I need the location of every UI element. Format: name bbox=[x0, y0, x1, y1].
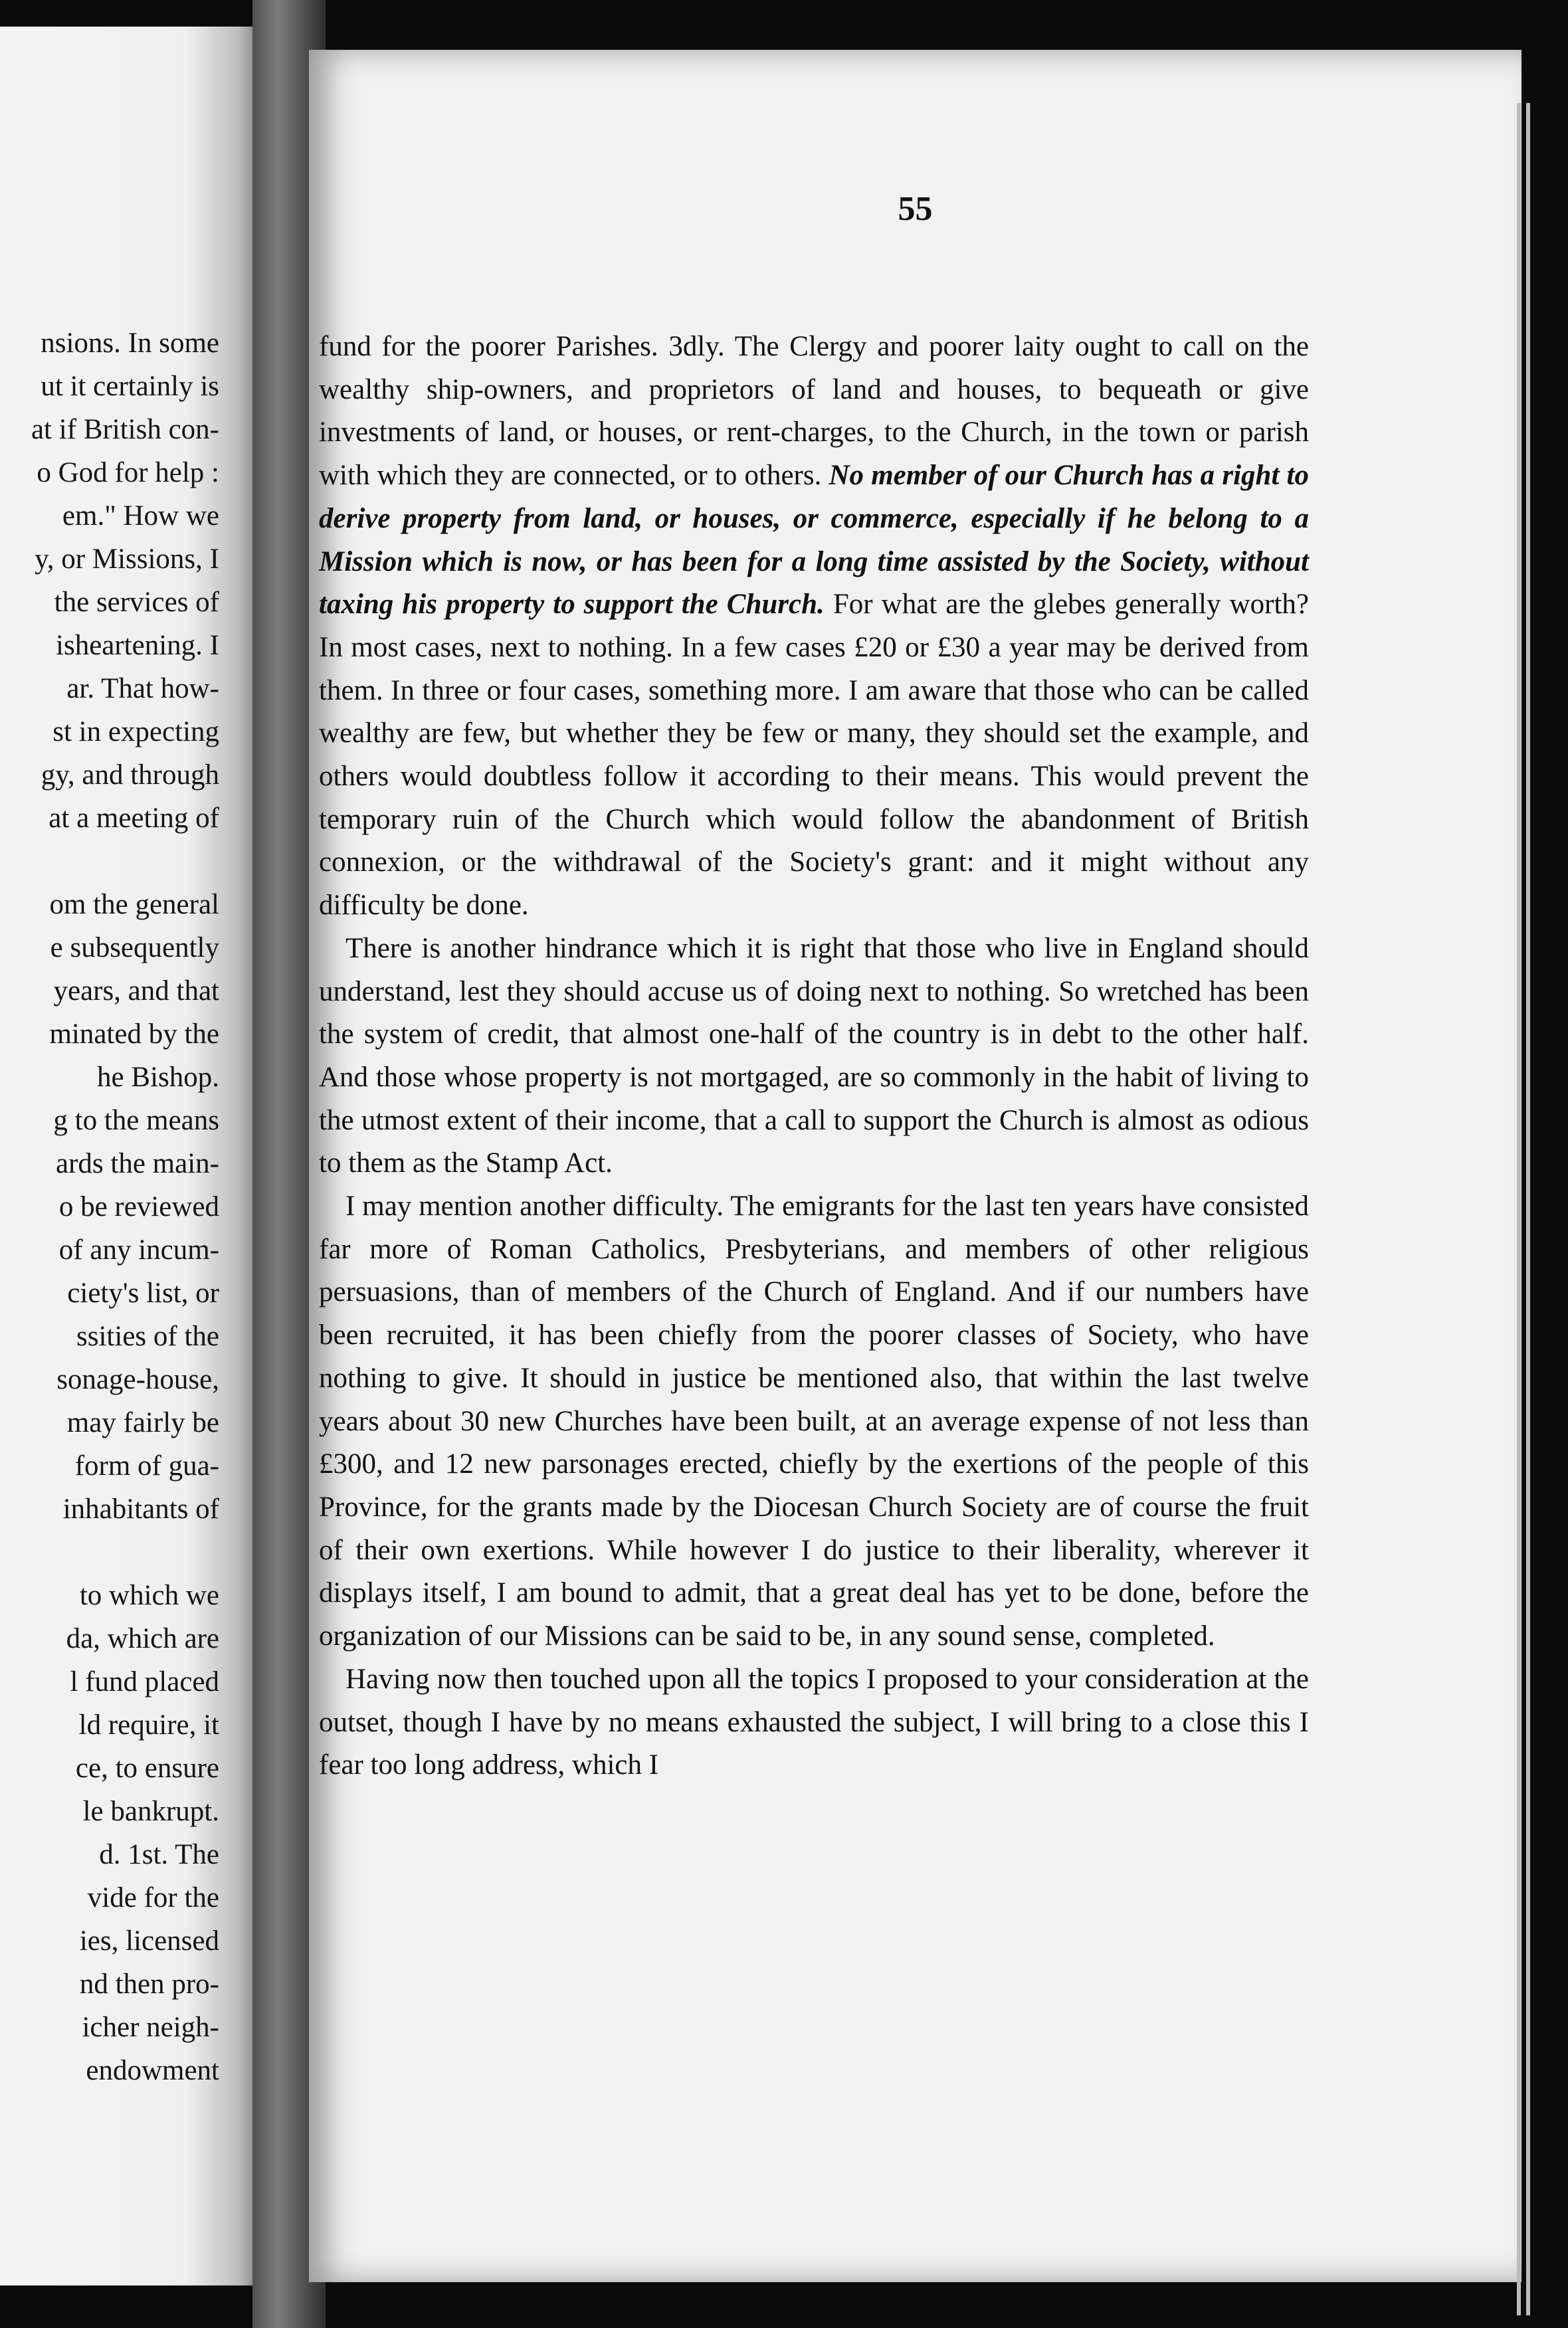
facing-line: may fairly be bbox=[66, 1407, 219, 1438]
facing-line: years, and that bbox=[53, 975, 219, 1007]
facing-line: nd then pro- bbox=[79, 1969, 219, 2000]
paragraph-text: fund for the poorer Parishes. 3dly. The Clergy and poorer laity ought to call on the wealthy ship-owners, and proprietors of land and houses, to bequeath or give investments of land, or houses, or rent-charges, to the Church, in the town or parish with which they are connected, or to others. bbox=[319, 331, 1309, 492]
paragraph bbox=[319, 326, 1309, 927]
facing-line: he Bishop. bbox=[97, 1062, 219, 1093]
facing-line: minated by the bbox=[49, 1018, 219, 1050]
facing-line: of any incum- bbox=[58, 1234, 219, 1266]
facing-line: g to the means bbox=[53, 1105, 219, 1136]
facing-line: ld require, it bbox=[78, 1709, 219, 1741]
facing-line: em." How we bbox=[62, 500, 219, 532]
facing-line: o be reviewed bbox=[58, 1191, 219, 1222]
italic-passage: No member of our Church has a right to derive property from land, or houses, or commerce, especially if he belong to a Mission which is now, or has been for a long time assisted by the Society, without taxing his property to support the Church. bbox=[319, 460, 1309, 621]
facing-line: le bankrupt. bbox=[82, 1796, 219, 1827]
facing-line: at a meeting of bbox=[49, 803, 219, 834]
facing-line: d. 1st. The bbox=[99, 1839, 219, 1870]
paragraph: Having now then touched upon all the topics I proposed to your consideration at the outset, though I have by no means exhausted the subject, I will bring to a close this I fear too long address, which I bbox=[319, 1663, 1309, 1781]
facing-page-fragment bbox=[0, 27, 266, 2285]
facing-line: nsions. In some bbox=[41, 328, 219, 359]
facing-line: inhabitants of bbox=[62, 1494, 219, 1525]
facing-line: ards the main- bbox=[56, 1148, 219, 1179]
paragraph-text: For what are the glebes generally worth? In most cases, next to nothing. In a few cases £20 or £30 a year may be derived from them. In three or four cases, something more. I am aware that those who can be called wealthy are few, but whether they be few or many, they should set the example, and others would doubtless follow it according to their means. This would prevent the temporary ruin of the Church which would follow the abandonment of British connexion, or the withdrawal of the Society's grant: and it might without any difficulty be done. bbox=[319, 589, 1309, 922]
facing-line: ssities of the bbox=[76, 1321, 219, 1352]
facing-line: ce, to ensure bbox=[75, 1753, 219, 1784]
facing-line: endowment bbox=[86, 2055, 219, 2086]
facing-line: da, which are bbox=[66, 1623, 219, 1654]
facing-line: ut it certainly is bbox=[41, 371, 219, 402]
facing-line: om the general bbox=[49, 889, 219, 920]
facing-line: icher neigh- bbox=[82, 2012, 219, 2043]
facing-line: sonage-house, bbox=[56, 1364, 219, 1395]
facing-line: isheartening. I bbox=[56, 630, 219, 661]
facing-line: at if British con- bbox=[31, 414, 219, 445]
facing-line: vide for the bbox=[87, 1882, 219, 1913]
facing-line: l fund placed bbox=[70, 1666, 219, 1698]
facing-line: the services of bbox=[54, 587, 219, 618]
facing-line: ciety's list, or bbox=[67, 1278, 219, 1309]
body-text bbox=[319, 326, 1309, 1787]
facing-line: y, or Missions, I bbox=[35, 543, 219, 575]
facing-line: st in expecting bbox=[52, 716, 219, 747]
facing-line: to which we bbox=[79, 1580, 219, 1611]
facing-line: ar. That how- bbox=[66, 673, 219, 704]
facing-line: ies, licensed bbox=[79, 1925, 219, 1957]
facing-line: o God for help : bbox=[37, 457, 219, 488]
facing-line: e subsequently bbox=[50, 932, 219, 963]
facing-line: form of gua- bbox=[74, 1450, 219, 1482]
page-edge bbox=[1526, 103, 1530, 2315]
page-edge bbox=[1517, 103, 1521, 2315]
page-number: 55 bbox=[898, 190, 933, 228]
paragraph: There is another hindrance which it is right that those who live in England should understand, lest they should accuse us of doing next to nothing. So wretched has been the system of credit, that almost one-half of the country is in debt to the other half. And those whose property is not mortgaged, are so commonly in the habit of living to the utmost extent of their income, that a call to support the Church is almost as odious to them as the Stamp Act. bbox=[319, 932, 1309, 1179]
paragraph: I may mention another difficulty. The emigrants for the last ten years have consisted far more of Roman Catholics, Presbyterians, and members of other religious persuasions, than of members of the Church of England. And if our numbers have been recruited, it has been chiefly from the poorer classes of Society, who have nothing to give. It should in justice be mentioned also, that within the last twelve years about 30 new Churches have been built, at an average expense of not less than £300, and 12 new parsonages erected, chiefly by the exertions of the people of this Province, for the grants made by the Diocesan Church Society are of course the fruit of their own exertions. While however I do justice to their liberality, wherever it displays itself, I am bound to admit, that a great deal has yet to be done, before the organization of our Missions can be said to be, in any sound sense, completed. bbox=[319, 1191, 1309, 1652]
facing-line: gy, and through bbox=[41, 759, 219, 791]
